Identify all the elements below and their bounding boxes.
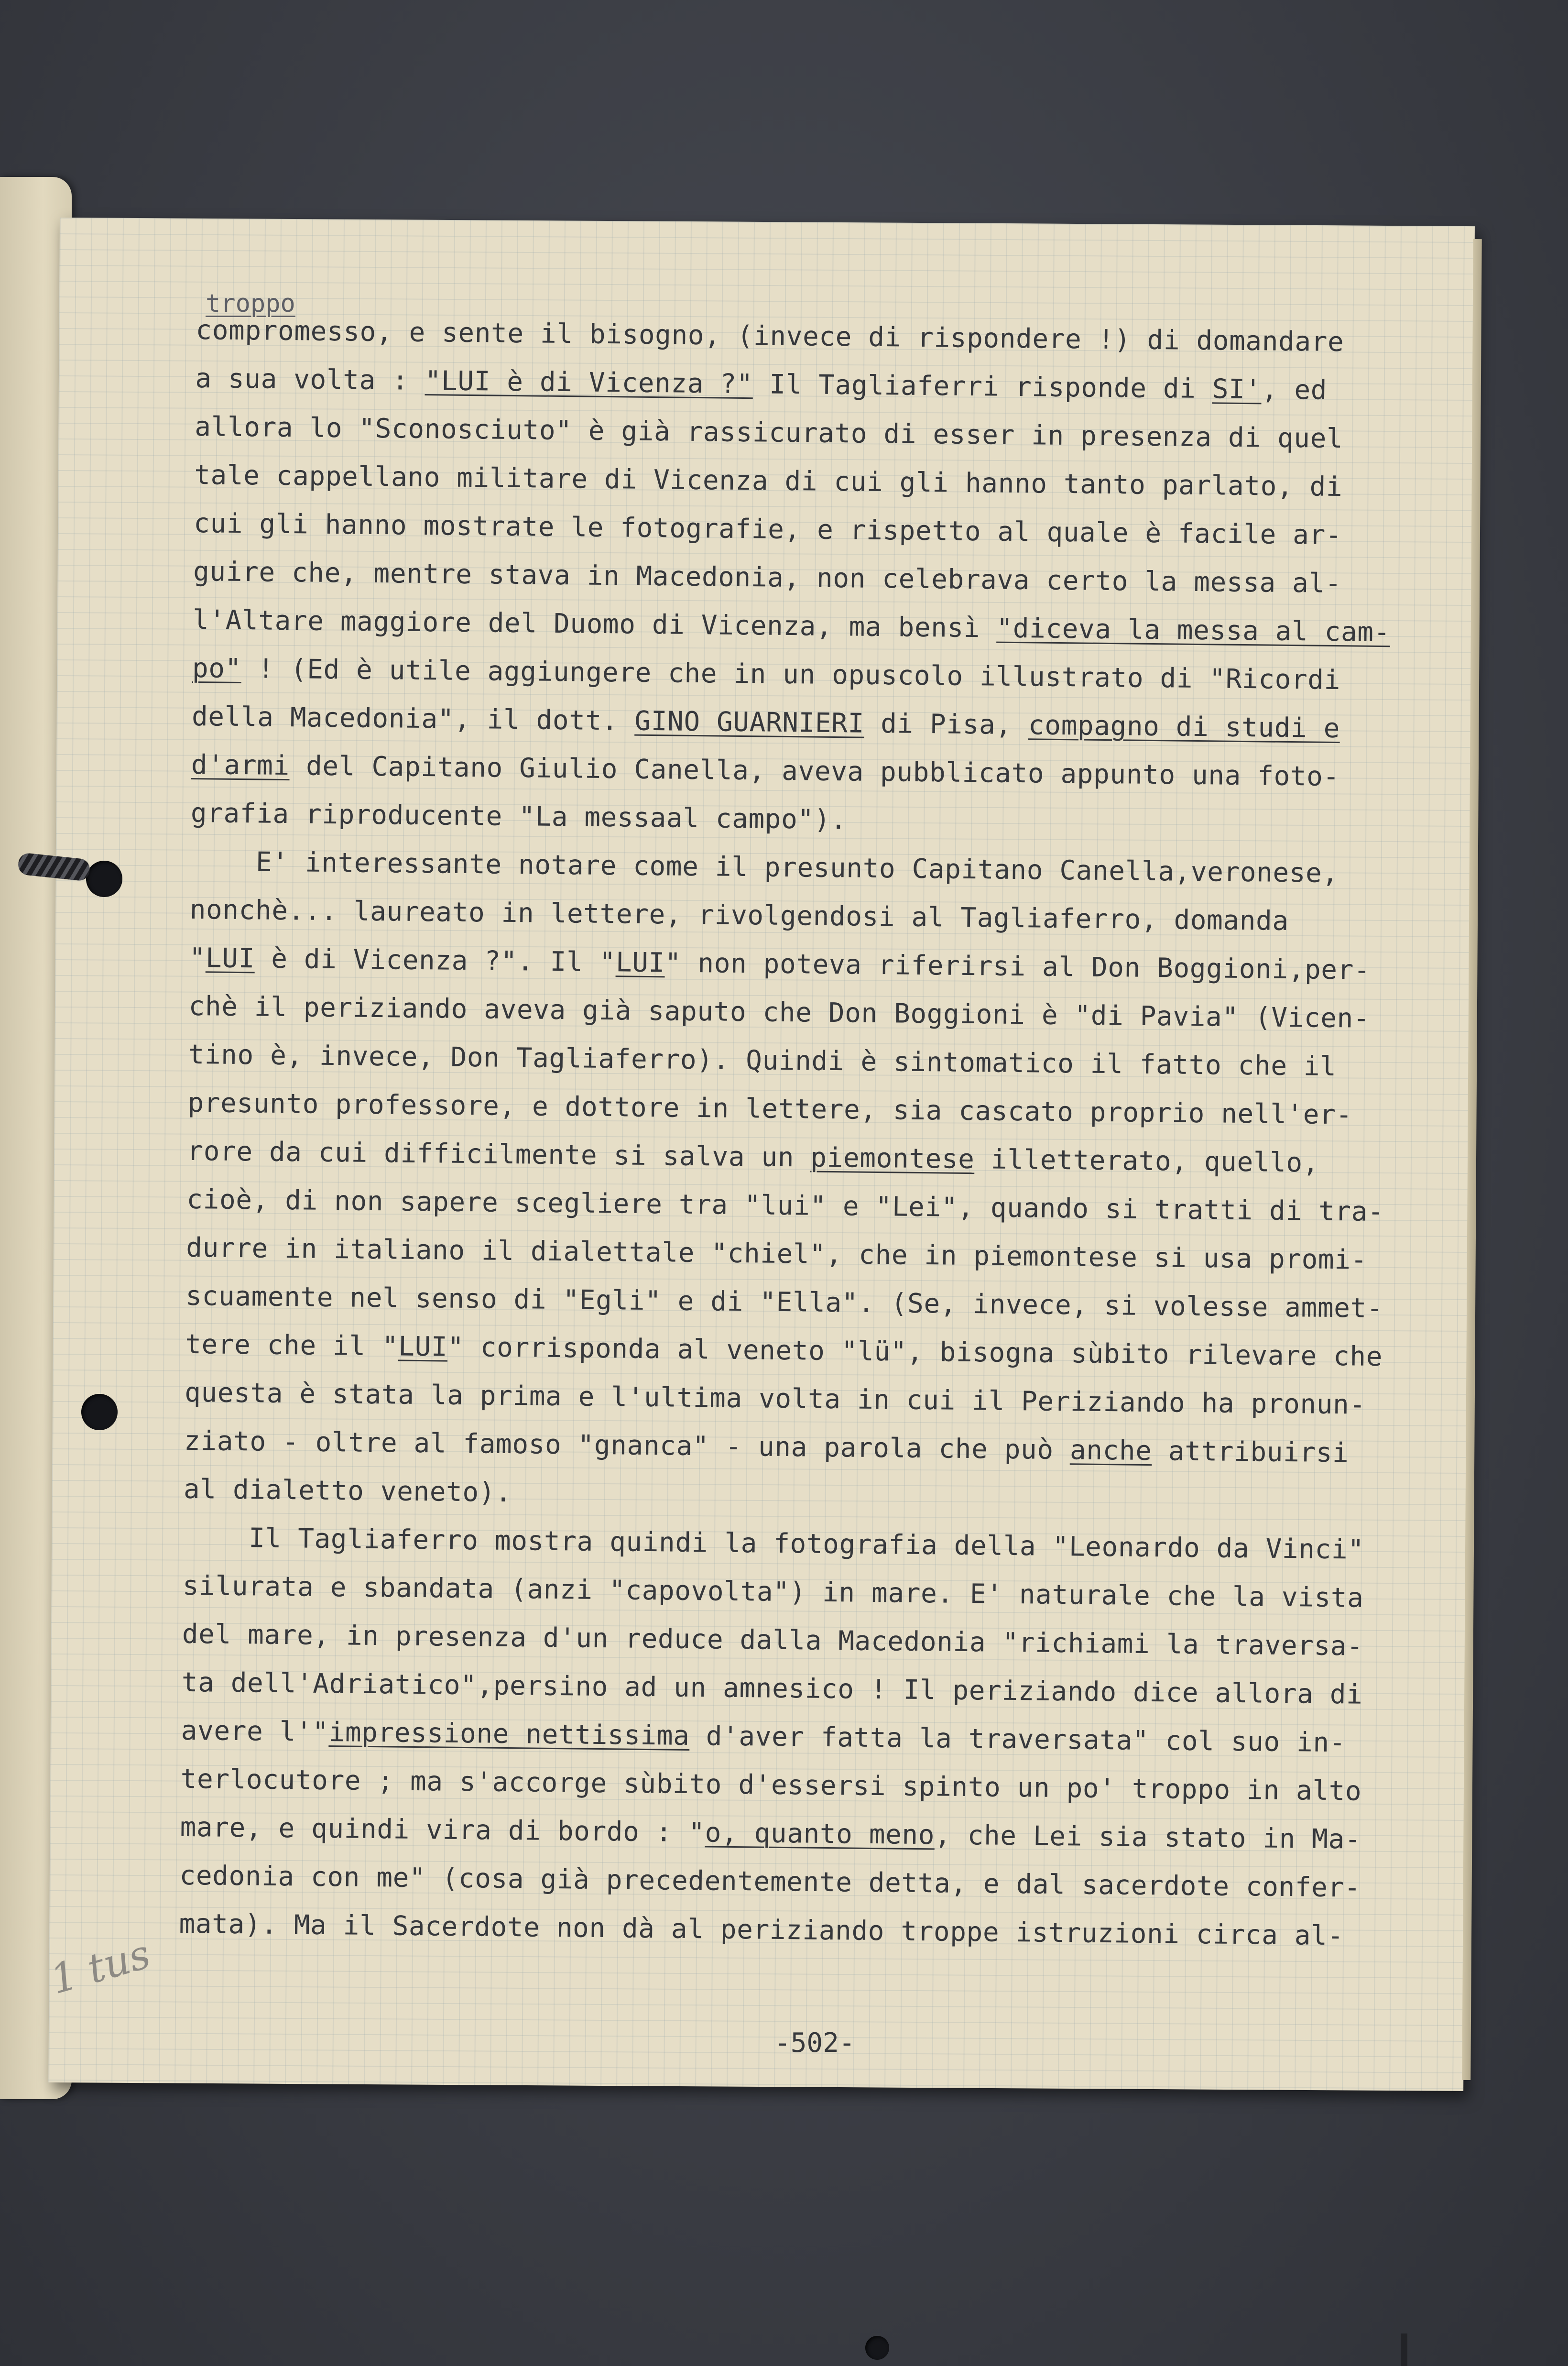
text-segment: ziato - oltre al famoso "gnanca" - una parola che può [184, 1425, 1070, 1466]
underlined-text: impressione nettissima [328, 1717, 690, 1752]
underlined-text: d'armi [191, 749, 290, 782]
text-segment: cedonia con me" (cosa già precedentemente detta, e dal sacerdote confer- [179, 1860, 1361, 1904]
typewritten-text [179, 306, 1439, 1961]
text-segment: avere l'" [181, 1715, 329, 1748]
text-segment: ! (Ed è utile aggiungere che in un opuscolo illustrato di "Ricordi [241, 653, 1341, 696]
text-segment: durre in italiano il dialettale "chiel", che in piemontese si usa promi- [186, 1232, 1368, 1276]
interlinear-insert: troppo [206, 289, 295, 318]
text-segment: " corrisponda al veneto "lü", bisogna sùbito rilevare che [447, 1331, 1383, 1373]
binder-clip [1401, 2333, 1407, 2366]
underlined-text: piemontese [810, 1142, 975, 1175]
text-segment: allora lo "Sconosciuto" è già rassicurato di esser in presenza di quel [195, 411, 1343, 455]
underlined-text: anche [1069, 1435, 1152, 1467]
text-segment: , che Lei sia stato in Ma- [934, 1819, 1361, 1855]
page-number: -502- [774, 2027, 855, 2059]
text-segment: scuamente nel senso di "Egli" e di "Ella". (Se, invece, si volesse ammet- [185, 1280, 1383, 1325]
binding-hole [865, 2336, 889, 2360]
underlined-text: "LUI è di Vicenza ?" [425, 365, 753, 400]
text-segment: del mare, in presenza d'un reduce dalla Macedonia "richiami la traversa- [182, 1618, 1363, 1662]
text-segment: questa è stata la prima e l'ultima volta in cui il Periziando ha pronun- [184, 1377, 1366, 1421]
binding-hole [81, 1394, 118, 1430]
text-segment: grafia riproducente "La messaal campo"). [190, 797, 847, 836]
text-segment: silurata e sbandata (anzi "capovolta") in mare. E' naturale che la vista [182, 1570, 1364, 1614]
text-segment: E' interessante notare come il presunto Capitano Canella,veronese, [190, 845, 1339, 889]
text-segment: al dialetto veneto). [183, 1473, 512, 1509]
text-segment: mata). Ma il Sacerdote non dà al periziando troppe istruzioni circa al- [179, 1908, 1344, 1952]
text-segment: di Pisa, [864, 708, 1029, 741]
text-segment: terlocutore ; ma s'accorge sùbito d'essersi spinto un po' troppo in alto [180, 1763, 1362, 1807]
text-segment: ta dell'Adriatico",persino ad un amnesico ! Il periziando dice allora di [181, 1666, 1363, 1710]
underlined-text: o, quanto meno [705, 1817, 935, 1851]
underlined-text: LUI [205, 942, 255, 975]
text-segment: Il Tagliaferri risponde di [752, 369, 1213, 405]
pencil-annotation: 1 tus [45, 1930, 155, 2004]
text-segment: presunto professore, e dottore in lettere, sia cascato proprio nell'er- [187, 1087, 1353, 1131]
text-segment: l'Altare maggiore del Duomo di Vicenza, ma bensì [192, 604, 997, 644]
underlined-text: LUI [398, 1331, 448, 1363]
text-segment: tino è, invece, Don Tagliaferro). Quindi è sintomatico il fatto che il [188, 1039, 1337, 1083]
underlined-text: po" [192, 652, 242, 685]
binding-hole [86, 861, 122, 897]
text-segment: attribuirsi [1152, 1435, 1349, 1469]
text-segment: del Capitano Giulio Canella, aveva pubblicato appunto una foto- [289, 750, 1340, 793]
text-segment: compromesso, e sente il bisogno, (invece di rispondere !) di domandare [196, 314, 1344, 358]
underlined-text: LUI [615, 947, 665, 979]
underlined-text: SI' [1212, 373, 1262, 405]
underlined-text: "diceva la messa al cam- [996, 613, 1391, 648]
text-segment: " non poteva riferirsi al Don Boggioni,per- [664, 947, 1371, 986]
text-segment: mare, e quindi vira di bordo : " [180, 1811, 706, 1849]
text-segment: guire che, mentre stava in Macedonia, non celebrava certo la messa al- [193, 556, 1342, 600]
text-segment: nonchè... laureato in lettere, rivolgendosi al Tagliaferro, domanda [189, 894, 1289, 937]
text-segment: rore da cui difficilmente si salva un [187, 1135, 811, 1173]
text-segment: Il Tagliaferro mostra quindi la fotografia della "Leonardo da Vinci" [183, 1522, 1364, 1566]
text-segment: " [189, 942, 206, 974]
text-segment: , ed [1261, 374, 1328, 406]
text-segment: illetterato, quello, [974, 1144, 1319, 1179]
text-segment: cioè, di non sapere scegliere tra "lui" e "Lei", quando si tratti di tra- [186, 1183, 1384, 1228]
text-segment: è di Vicenza ?". Il " [254, 943, 616, 978]
text-segment: chè il periziando aveva già saputo che Don Boggioni è "di Pavia" (Vicen- [188, 990, 1370, 1034]
text-segment: della Macedonia", il dott. [191, 701, 635, 737]
text-segment: tale cappellano militare di Vicenza di cui gli hanno tanto parlato, di [194, 459, 1343, 503]
underlined-text: compagno di studi e [1028, 710, 1340, 745]
text-segment: tere che il " [185, 1328, 399, 1362]
text-segment: d'aver fatta la traversata" col suo in- [689, 1720, 1346, 1759]
text-segment: a sua volta : [195, 362, 425, 397]
underlined-text: GINO GUARNIERI [634, 705, 865, 739]
text-segment: cui gli hanno mostrate le fotografie, e rispetto al quale è facile ar- [193, 507, 1342, 551]
